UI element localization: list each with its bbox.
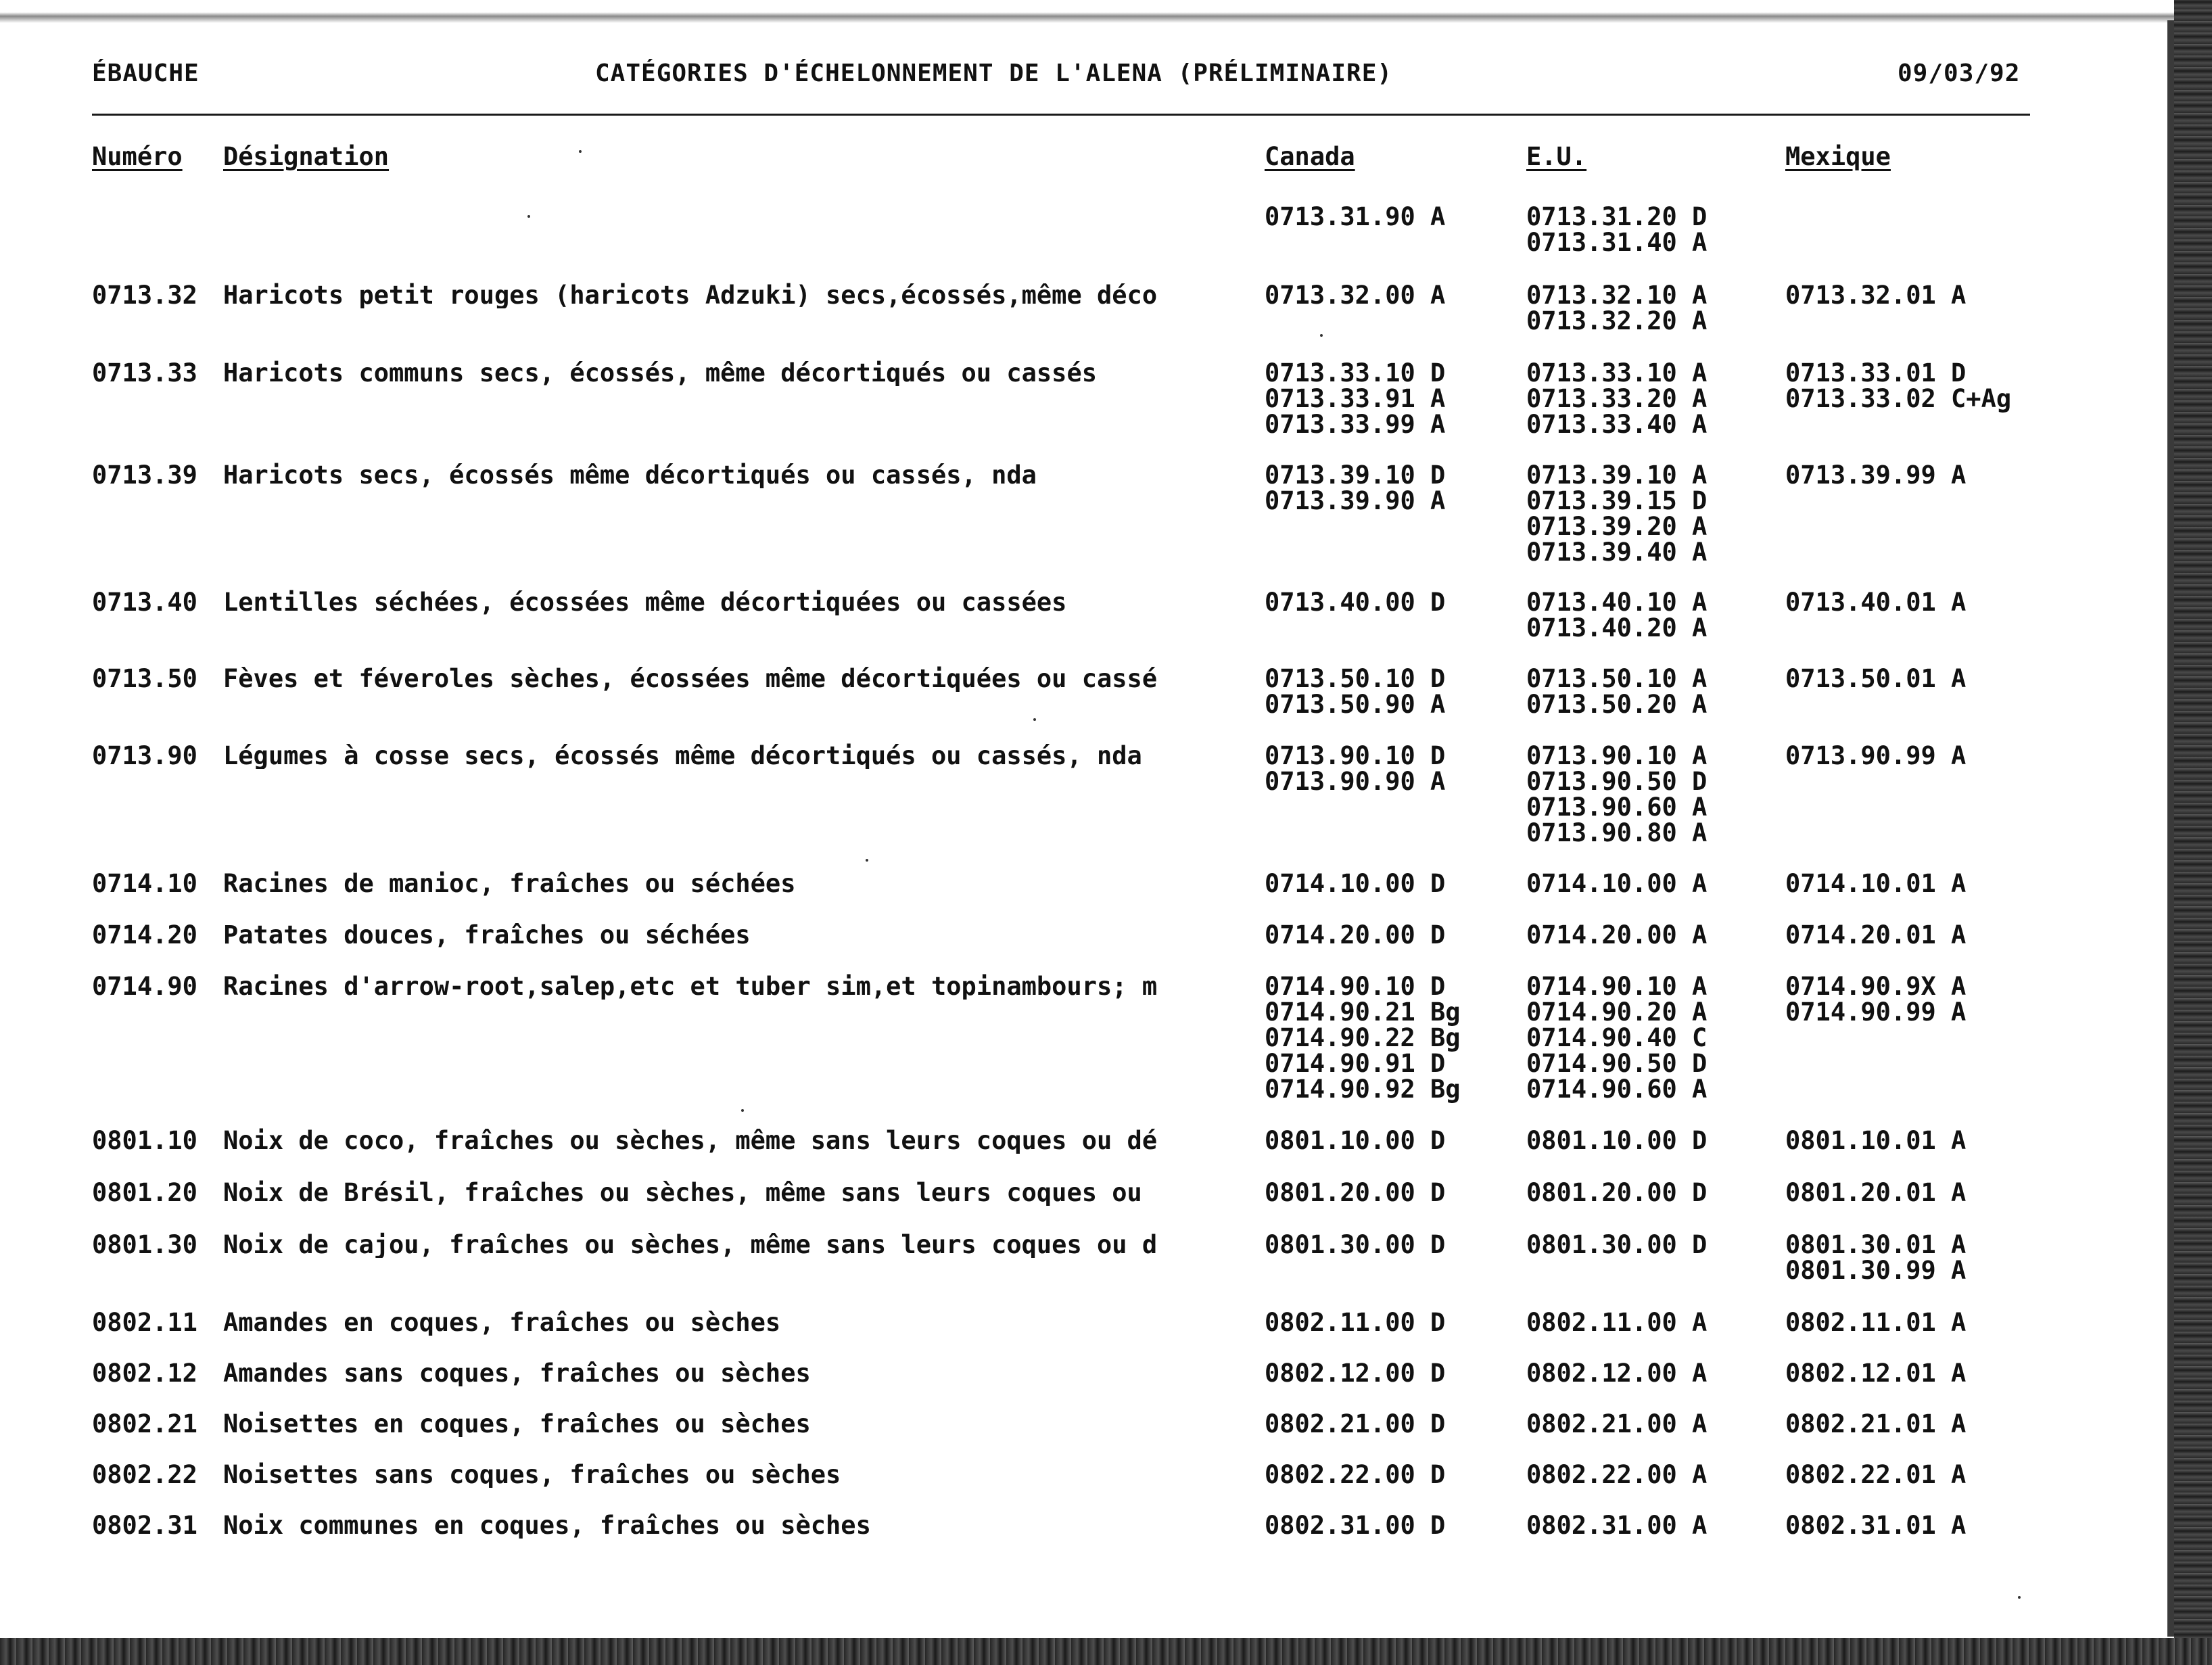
tariff-number: 0714.20 xyxy=(92,920,197,949)
tariff-number: 0802.21 xyxy=(92,1409,197,1438)
designation-text: Haricots petit rouges (haricots Adzuki) secs,écossés,même déco xyxy=(223,283,1158,308)
designation-text: Lentilles séchées, écossées même décortiquées ou cassées xyxy=(223,590,1067,615)
mexique-code: 0713.50.01 A xyxy=(1785,664,1967,693)
canada-code-list xyxy=(1265,871,1445,897)
canada-code-list xyxy=(1265,1232,1445,1258)
mexique-code-list xyxy=(1785,283,1966,308)
eu-code: 0714.10.00 A xyxy=(1526,869,1708,898)
mexique-code: 0714.90.99 A xyxy=(1785,998,1967,1027)
eu-code: 0713.39.10 A xyxy=(1526,461,1708,490)
eu-code: 0713.90.60 A xyxy=(1526,793,1708,822)
mexique-code-list xyxy=(1785,463,1966,488)
canada-code: 0714.90.92 Bg xyxy=(1265,1075,1461,1104)
canada-code: 0713.33.91 A xyxy=(1265,384,1446,413)
canada-code-list xyxy=(1265,1361,1445,1386)
designation-text: Noix de cajou, fraîches ou sèches, même sans leurs coques ou d xyxy=(223,1232,1158,1258)
column-header-mexique: Mexique xyxy=(1785,142,1891,171)
designation-text: Noix de coco, fraîches ou sèches, même sans leurs coques ou dé xyxy=(223,1128,1158,1154)
eu-code-list xyxy=(1526,1513,1707,1539)
eu-code: 0713.39.20 A xyxy=(1526,512,1708,541)
eu-code: 0713.90.10 A xyxy=(1526,741,1708,770)
scan-speck xyxy=(1033,718,1036,721)
mexique-code-list xyxy=(1785,1513,1966,1539)
designation-text: Racines d'arrow-root,salep,etc et tuber sim,et topinambours; m xyxy=(223,974,1158,1000)
designation-text: Amandes en coques, fraîches ou sèches xyxy=(223,1310,781,1336)
mexique-code: 0802.12.01 A xyxy=(1785,1359,1967,1388)
eu-code-list xyxy=(1526,1128,1707,1154)
eu-code-list xyxy=(1526,1180,1707,1206)
canada-code: 0714.20.00 D xyxy=(1265,920,1446,949)
tariff-number: 0802.22 xyxy=(92,1460,197,1489)
mexique-code-list xyxy=(1785,871,1966,897)
mexique-code: 0801.20.01 A xyxy=(1785,1178,1967,1207)
mexique-code-list xyxy=(1785,360,2011,412)
eu-code-list xyxy=(1526,666,1707,718)
scan-speck xyxy=(1320,334,1323,337)
eu-code: 0802.31.00 A xyxy=(1526,1511,1708,1540)
mexique-code: 0801.30.99 A xyxy=(1785,1256,1967,1285)
canada-code: 0713.90.10 D xyxy=(1265,741,1446,770)
eu-code-list xyxy=(1526,463,1707,565)
designation-text: Noix communes en coques, fraîches ou sèches xyxy=(223,1513,871,1539)
canada-code: 0713.33.10 D xyxy=(1265,358,1446,388)
mexique-code-list xyxy=(1785,922,1966,948)
designation-text: Noisettes sans coques, fraîches ou sèches xyxy=(223,1462,841,1488)
eu-code-list xyxy=(1526,1361,1707,1386)
canada-code: 0802.22.00 D xyxy=(1265,1460,1446,1489)
eu-code: 0713.39.40 A xyxy=(1526,538,1708,567)
eu-code: 0801.30.00 D xyxy=(1526,1230,1708,1259)
tariff-number: 0802.11 xyxy=(92,1308,197,1337)
tariff-number: 0714.90 xyxy=(92,972,197,1001)
canada-code-list xyxy=(1265,666,1445,718)
canada-code: 0802.11.00 D xyxy=(1265,1308,1446,1337)
mexique-code-list xyxy=(1785,1361,1966,1386)
eu-code-list xyxy=(1526,974,1707,1102)
mexique-code-list xyxy=(1785,590,1966,615)
eu-code-list xyxy=(1526,1411,1707,1437)
mexique-code: 0713.32.01 A xyxy=(1785,281,1967,310)
mexique-code-list xyxy=(1785,1128,1966,1154)
mexique-code-list xyxy=(1785,666,1966,692)
draft-label: ÉBAUCHE xyxy=(92,60,199,87)
canada-code-list xyxy=(1265,590,1445,615)
canada-code-list xyxy=(1265,1128,1445,1154)
tariff-number: 0714.10 xyxy=(92,869,197,898)
canada-code: 0802.12.00 D xyxy=(1265,1359,1446,1388)
eu-code-list xyxy=(1526,871,1707,897)
canada-code: 0713.39.90 A xyxy=(1265,486,1446,515)
tariff-number: 0713.90 xyxy=(92,741,197,770)
mexique-code: 0713.33.01 D xyxy=(1785,358,1967,388)
canada-code-list xyxy=(1265,1411,1445,1437)
mexique-code: 0713.40.01 A xyxy=(1785,588,1967,617)
canada-code-list xyxy=(1265,922,1445,948)
tariff-number: 0802.12 xyxy=(92,1359,197,1388)
eu-code-list xyxy=(1526,204,1707,256)
canada-code: 0713.50.10 D xyxy=(1265,664,1446,693)
mexique-code: 0802.31.01 A xyxy=(1785,1511,1967,1540)
eu-code: 0713.32.20 A xyxy=(1526,306,1708,335)
tariff-number: 0713.50 xyxy=(92,664,197,693)
canada-code: 0713.31.90 A xyxy=(1265,202,1446,231)
eu-code: 0714.90.50 D xyxy=(1526,1049,1708,1078)
designation-text: Fèves et féveroles sèches, écossées même décortiquées ou cassé xyxy=(223,666,1158,692)
mexique-code: 0802.22.01 A xyxy=(1785,1460,1967,1489)
canada-code: 0713.33.99 A xyxy=(1265,410,1446,439)
eu-code: 0713.33.40 A xyxy=(1526,410,1708,439)
canada-code-list xyxy=(1265,974,1461,1102)
eu-code: 0713.50.20 A xyxy=(1526,690,1708,719)
eu-code: 0713.31.40 A xyxy=(1526,228,1708,257)
eu-code: 0713.33.20 A xyxy=(1526,384,1708,413)
eu-code: 0801.20.00 D xyxy=(1526,1178,1708,1207)
mexique-code: 0714.10.01 A xyxy=(1785,869,1967,898)
eu-code: 0802.11.00 A xyxy=(1526,1308,1708,1337)
header-rule xyxy=(92,114,2030,116)
eu-code-list xyxy=(1526,1232,1707,1258)
designation-text: Haricots communs secs, écossés, même décortiqués ou cassés xyxy=(223,360,1098,386)
designation-text: Patates douces, fraîches ou séchées xyxy=(223,922,751,948)
canada-code: 0713.90.90 A xyxy=(1265,767,1446,796)
eu-code: 0713.90.50 D xyxy=(1526,767,1708,796)
mexique-code: 0713.33.02 C+Ag xyxy=(1785,384,2012,413)
eu-code: 0713.39.15 D xyxy=(1526,486,1708,515)
eu-code: 0713.40.20 A xyxy=(1526,613,1708,642)
eu-code: 0714.90.10 A xyxy=(1526,972,1708,1001)
mexique-code: 0801.30.01 A xyxy=(1785,1230,1967,1259)
tariff-number: 0713.39 xyxy=(92,461,197,490)
eu-code: 0713.32.10 A xyxy=(1526,281,1708,310)
canada-code-list xyxy=(1265,743,1445,795)
eu-code: 0802.21.00 A xyxy=(1526,1409,1708,1438)
eu-code: 0714.90.20 A xyxy=(1526,998,1708,1027)
mexique-code: 0714.20.01 A xyxy=(1785,920,1967,949)
canada-code: 0714.90.21 Bg xyxy=(1265,998,1461,1027)
mexique-code: 0713.90.99 A xyxy=(1785,741,1967,770)
tariff-number: 0801.30 xyxy=(92,1230,197,1259)
eu-code-list xyxy=(1526,360,1707,438)
canada-code: 0714.90.10 D xyxy=(1265,972,1446,1001)
canada-code: 0802.21.00 D xyxy=(1265,1409,1446,1438)
tariff-number: 0713.32 xyxy=(92,281,197,310)
designation-text: Racines de manioc, fraîches ou séchées xyxy=(223,871,796,897)
tariff-number: 0801.10 xyxy=(92,1126,197,1155)
canada-code-list xyxy=(1265,1310,1445,1336)
scan-speck xyxy=(866,859,868,862)
canada-code-list xyxy=(1265,204,1445,230)
canada-code: 0802.31.00 D xyxy=(1265,1511,1446,1540)
canada-code: 0713.50.90 A xyxy=(1265,690,1446,719)
eu-code-list xyxy=(1526,590,1707,641)
document-date: 09/03/92 xyxy=(1898,60,2021,87)
eu-code: 0713.31.20 D xyxy=(1526,202,1708,231)
eu-code: 0713.90.80 A xyxy=(1526,818,1708,847)
designation-text: Noisettes en coques, fraîches ou sèches xyxy=(223,1411,811,1437)
canada-code: 0801.30.00 D xyxy=(1265,1230,1446,1259)
canada-code-list xyxy=(1265,360,1445,438)
eu-code-list xyxy=(1526,283,1707,334)
eu-code: 0802.22.00 A xyxy=(1526,1460,1708,1489)
eu-code-list xyxy=(1526,1310,1707,1336)
eu-code-list xyxy=(1526,1462,1707,1488)
canada-code: 0801.10.00 D xyxy=(1265,1126,1446,1155)
scan-speck xyxy=(2018,1596,2021,1599)
mexique-code: 0714.90.9X A xyxy=(1785,972,1967,1001)
canada-code: 0713.32.00 A xyxy=(1265,281,1446,310)
eu-code: 0714.20.00 A xyxy=(1526,920,1708,949)
scan-right-shadow xyxy=(2167,20,2174,1637)
document-title: CATÉGORIES D'ÉCHELONNEMENT DE L'ALENA (PRÉLIMINAIRE) xyxy=(595,60,1393,87)
canada-code: 0713.39.10 D xyxy=(1265,461,1446,490)
canada-code: 0714.90.22 Bg xyxy=(1265,1023,1461,1052)
mexique-code-list xyxy=(1785,1462,1966,1488)
canada-code: 0713.40.00 D xyxy=(1265,588,1446,617)
mexique-code-list xyxy=(1785,1180,1966,1206)
eu-code: 0713.50.10 A xyxy=(1526,664,1708,693)
designation-text: Légumes à cosse secs, écossés même décortiqués ou cassés, nda xyxy=(223,743,1142,769)
column-header-designation: Désignation xyxy=(223,142,390,171)
canada-code: 0714.10.00 D xyxy=(1265,869,1446,898)
tariff-number: 0802.31 xyxy=(92,1511,197,1540)
canada-code-list xyxy=(1265,1180,1445,1206)
canada-code: 0714.90.91 D xyxy=(1265,1049,1446,1078)
eu-code: 0802.12.00 A xyxy=(1526,1359,1708,1388)
tariff-number: 0713.40 xyxy=(92,588,197,617)
mexique-code-list xyxy=(1785,1232,1966,1284)
mexique-code: 0802.21.01 A xyxy=(1785,1409,1967,1438)
tariff-number: 0713.33 xyxy=(92,358,197,388)
eu-code-list xyxy=(1526,743,1707,846)
mexique-code-list xyxy=(1785,974,1966,1025)
mexique-code-list xyxy=(1785,743,1966,769)
scan-right-border xyxy=(2174,0,2212,1665)
canada-code: 0801.20.00 D xyxy=(1265,1178,1446,1207)
eu-code: 0713.33.10 A xyxy=(1526,358,1708,388)
designation-text: Amandes sans coques, fraîches ou sèches xyxy=(223,1361,811,1386)
canada-code-list xyxy=(1265,283,1445,308)
eu-code: 0713.40.10 A xyxy=(1526,588,1708,617)
tariff-number: 0801.20 xyxy=(92,1178,197,1207)
mexique-code: 0713.39.99 A xyxy=(1785,461,1967,490)
scan-speck xyxy=(741,1109,744,1112)
canada-code-list xyxy=(1265,1462,1445,1488)
column-header-eu: E.U. xyxy=(1526,142,1587,171)
column-header-canada: Canada xyxy=(1265,142,1355,171)
eu-code: 0714.90.40 C xyxy=(1526,1023,1708,1052)
canada-code-list xyxy=(1265,463,1445,514)
column-header-numero: Numéro xyxy=(92,142,183,171)
mexique-code-list xyxy=(1785,1310,1966,1336)
eu-code: 0801.10.00 D xyxy=(1526,1126,1708,1155)
mexique-code-list xyxy=(1785,1411,1966,1437)
eu-code: 0714.90.60 A xyxy=(1526,1075,1708,1104)
mexique-code: 0801.10.01 A xyxy=(1785,1126,1967,1155)
canada-code-list xyxy=(1265,1513,1445,1539)
mexique-code: 0802.11.01 A xyxy=(1785,1308,1967,1337)
eu-code-list xyxy=(1526,922,1707,948)
scan-speck xyxy=(579,150,582,153)
scan-speck xyxy=(527,215,530,218)
scan-bottom-border xyxy=(0,1638,2212,1665)
designation-text: Haricots secs, écossés même décortiqués ou cassés, nda xyxy=(223,463,1037,488)
designation-text: Noix de Brésil, fraîches ou sèches, même sans leurs coques ou xyxy=(223,1180,1142,1206)
